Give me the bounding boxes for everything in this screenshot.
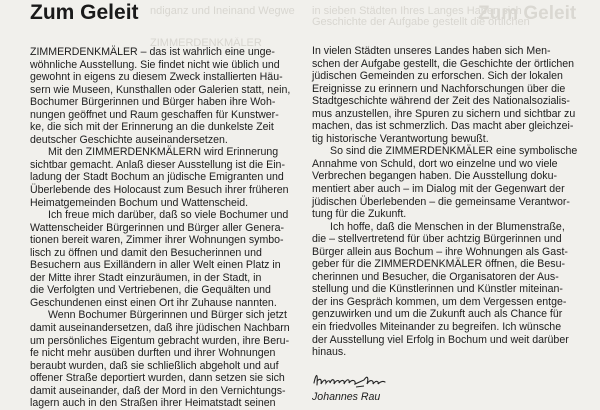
text-line: die – stellvertretend für über achtzig Bürgerinnen und: [312, 233, 562, 246]
text-line: um persönliches Eigentum gebracht wurden, ihre Beru-: [30, 334, 290, 347]
text-line: beraubt wurden, daß sie schließlich abgeholt und auf: [30, 359, 279, 372]
text-line: hinaus.: [312, 346, 347, 359]
text-line: Bürger allein aus Bochum – ihre Wohnungen als Gast-: [312, 245, 568, 258]
text-line: der ins Gespräch kommen, um dem Vergessen entge-: [312, 295, 567, 308]
text-line: ein friedvolles Miteinander zu begreifen. Ich wünsche: [312, 321, 562, 334]
text-line: schen der Aufgabe gestellt, die Geschichte der örtlichen: [312, 57, 575, 70]
text-line: cherinnen und Besucher, die Organisatoren der Aus-: [312, 270, 559, 283]
text-line: Stadtgeschichte während der Zeit des Nationalsozialis-: [312, 95, 570, 108]
text-line: jüdischen Überlebenden – die gemeinsame Verantwor-: [312, 195, 570, 208]
text-line: Geschundenen einst einen Ort ihr Zuhause nannten.: [30, 296, 277, 309]
page-title: Zum Geleit: [30, 1, 139, 24]
text-line: Verbrechen begangen haben. Die Ausstellung doku-: [312, 170, 558, 183]
handwritten-signature: [312, 369, 388, 391]
text-line: lagern auch in den Straßen ihrer Heimatstadt seinen: [30, 397, 276, 410]
bleed-through-title: Zum Geleit: [478, 3, 577, 24]
text-line: damit auseinander, daß der Mord in den Vernichtungs-: [30, 384, 286, 397]
text-line: damit auseinandersetzen, daß ihre jüdischen Nachbarn: [30, 322, 290, 335]
text-line: jüdischen Gemeinden zu erforschen. Sich der lokalen: [312, 70, 563, 83]
text-line: der Mitte ihrer Stadt einzuräumen, in der Stadt, in: [30, 271, 262, 284]
text-line: fe nicht mehr ausüben durften und ihrer Wohnungen: [30, 347, 276, 360]
text-line: tung für die Zukunft.: [312, 208, 407, 221]
text-line: mus anzustellen, ihre Spuren zu sichern und sichtbar zu: [312, 107, 576, 120]
text-line: Überlebende des Holocaust zum Besuch ihrer früheren: [30, 184, 289, 197]
text-line: stellung und die Künstlerinnen und Künstler miteinan-: [312, 283, 563, 296]
right-text-column: [312, 45, 578, 359]
bleed-through-text: Geschichte der Aufgabe gestellt die örtlichen: [312, 16, 530, 28]
text-line: nungen geöffnet und Raum geschaffen für Kunstwer-: [30, 108, 279, 121]
text-line: ZIMMERDENKMÄLER – das ist wahrlich eine unge-: [30, 46, 275, 58]
bleed-through-text: ndiganz und Ineinand Wegwe: [150, 5, 295, 17]
text-line: sern wie Museen, Kunsthallen oder Galerien statt, nein,: [30, 83, 291, 96]
text-line: wöhnliche Ausstellung. Sie findet nicht wie üblich und: [30, 58, 280, 71]
text-line: ke, die sich mit der Erinnerung an die dunkelste Zeit: [30, 121, 274, 134]
text-line: Wattenscheider Bürgerinnen und Bürger aller Genera-: [30, 221, 284, 234]
text-line: genzuwirken und um die Zukunft auch als Chance für: [312, 308, 563, 321]
text-line: Ereignisse zu erinnern und Nachforschungen über die: [312, 82, 566, 95]
text-line: Besuchern aus Exilländern in aller Welt einen Platz in: [30, 259, 281, 272]
signer-name: Johannes Rau: [312, 391, 381, 403]
bleed-through-text: in sieben Städten Ihres Langes Haben sich: [312, 5, 522, 17]
text-line: offener Straße deportiert wurden, dann setzen sie sich: [30, 372, 285, 385]
bleed-through-text: ZIMMERDENKMÄLER: [150, 37, 262, 49]
text-line: Mit den ZIMMERDENKMÄLERN wird Erinnerung: [48, 146, 279, 159]
text-line: Bochumer Bürgerinnen und Bürger haben ihre Woh-: [30, 96, 276, 109]
text-line: mentiert aber auch – im Dialog mit der Gegenwart der: [312, 183, 565, 196]
text-line: tionen bereit waren, Zimmer ihrer Wohnungen symbo-: [30, 234, 284, 247]
text-line: Heimatgemeinden Bochum und Wattenscheid.: [30, 196, 249, 209]
text-line: In vielen Städten unseres Landes haben sich Men-: [312, 45, 551, 57]
text-line: machen, das ist schmerzlich. Das macht aber gleichzei-: [312, 120, 574, 133]
text-line: Ich freue mich darüber, daß so viele Bochumer und: [48, 209, 289, 222]
text-line: ladung der Stadt Bochum an jüdische Emigranten und: [30, 171, 284, 184]
text-line: Ich hoffe, daß die Menschen in der Blumenstraße,: [330, 220, 565, 233]
left-text-column: [30, 46, 292, 410]
text-line: die Verfolgten und Vertriebenen, die Gequälten und: [30, 284, 271, 297]
text-line: Wenn Bochumer Bürgerinnen und Bürger sich jetzt: [48, 309, 287, 322]
text-line: Annahme von Schuld, dort wo einzelne und wo viele: [312, 157, 558, 170]
text-line: lisch zu öffnen und damit den Besucherinnen und: [30, 246, 262, 259]
text-line: gewohnt in eigens zu diesem Zweck installierten Häu-: [30, 71, 283, 84]
text-line: der Ausstellung viel Erfolg in Bochum und weit darüber: [312, 333, 569, 346]
text-line: So sind die ZIMMERDENKMÄLER eine symbolische: [330, 145, 578, 158]
text-line: geber für die ZIMMERDENKMÄLER öffnen, die Besu-: [312, 258, 565, 271]
text-line: deutscher Geschichte auseinandersetzen.: [30, 133, 228, 146]
text-line: tig historische Verantwortung bewußt.: [312, 132, 489, 145]
text-line: sichtbar gemacht. Anlaß dieser Ausstellung ist die Ein-: [30, 158, 285, 171]
